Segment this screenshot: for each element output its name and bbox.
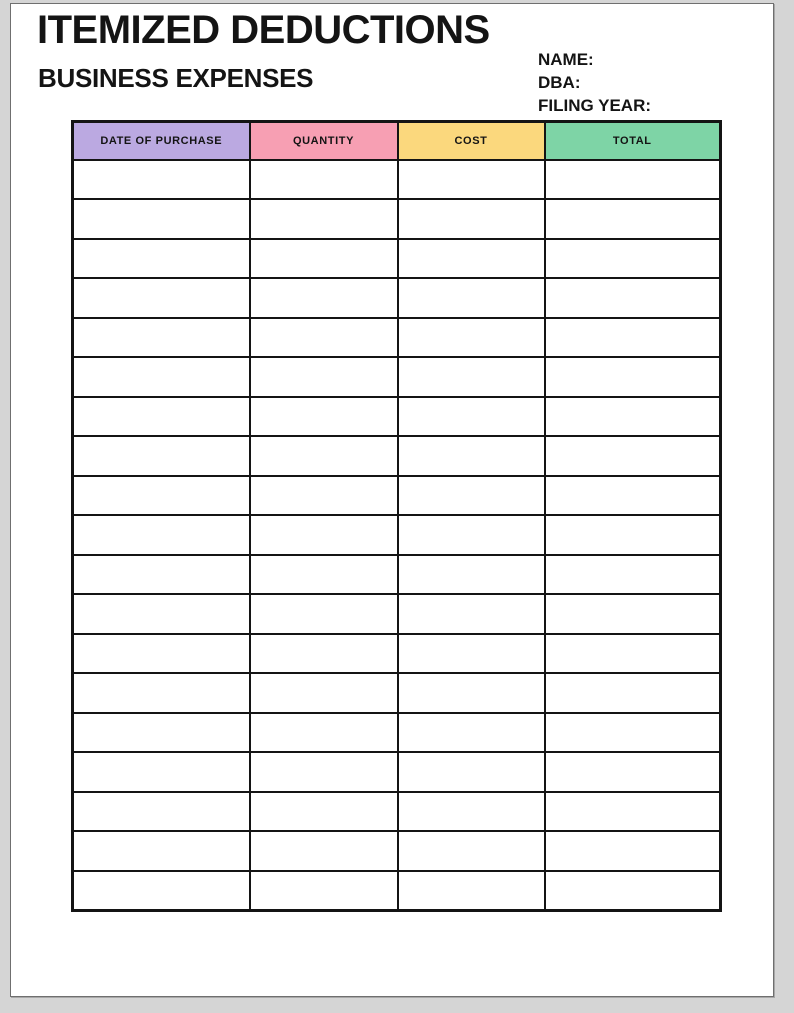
table-row [73, 792, 721, 832]
table-cell [73, 713, 250, 753]
table-cell [398, 357, 545, 397]
worksheet-page [10, 3, 774, 997]
table-row [73, 831, 721, 871]
table-cell [398, 515, 545, 555]
table-cell [545, 792, 721, 832]
table-row [73, 871, 721, 911]
table-cell [250, 752, 398, 792]
table-cell [545, 357, 721, 397]
table-cell [398, 397, 545, 437]
table-cell [73, 278, 250, 318]
table-cell [73, 792, 250, 832]
table-row [73, 476, 721, 516]
table-row [73, 357, 721, 397]
table-cell [545, 397, 721, 437]
dba-label: DBA: [538, 73, 581, 92]
table-row [73, 555, 721, 595]
table-cell [398, 792, 545, 832]
table-cell [73, 594, 250, 634]
table-cell [73, 357, 250, 397]
table-row [73, 752, 721, 792]
table-cell [73, 160, 250, 200]
table-cell [250, 792, 398, 832]
table-row [73, 278, 721, 318]
table-cell [398, 752, 545, 792]
table-cell [73, 199, 250, 239]
table-cell [250, 318, 398, 358]
table-cell [250, 476, 398, 516]
table-row [73, 239, 721, 279]
page-title: ITEMIZED DEDUCTIONS [37, 8, 490, 52]
table-cell [545, 239, 721, 279]
table-cell [250, 199, 398, 239]
table-cell [545, 436, 721, 476]
table-cell [545, 713, 721, 753]
table-cell [398, 160, 545, 200]
name-label: NAME: [538, 50, 594, 69]
table-cell [398, 713, 545, 753]
table-cell [398, 673, 545, 713]
table-cell [398, 594, 545, 634]
column-header-cost: COST [398, 122, 545, 160]
table-cell [250, 515, 398, 555]
table-cell [73, 555, 250, 595]
table-cell [398, 199, 545, 239]
table-cell [398, 871, 545, 911]
table-cell [398, 555, 545, 595]
table-cell [250, 278, 398, 318]
table-row [73, 673, 721, 713]
table-cell [545, 515, 721, 555]
table-cell [398, 239, 545, 279]
table-header-row [73, 122, 721, 160]
column-header-date-of-purchase: DATE OF PURCHASE [73, 122, 250, 160]
table-cell [250, 436, 398, 476]
info-block [538, 48, 651, 117]
table-cell [73, 436, 250, 476]
table-cell [73, 397, 250, 437]
table-row [73, 515, 721, 555]
table-cell [250, 634, 398, 674]
table-cell [250, 239, 398, 279]
table-cell [73, 752, 250, 792]
table-row [73, 199, 721, 239]
table-cell [73, 515, 250, 555]
table-cell [73, 831, 250, 871]
column-header-total: TOTAL [545, 122, 721, 160]
table-cell [398, 831, 545, 871]
table-cell [545, 555, 721, 595]
table-row [73, 634, 721, 674]
table-row [73, 436, 721, 476]
table-cell [73, 673, 250, 713]
table-cell [250, 713, 398, 753]
table-cell [398, 436, 545, 476]
table-cell [545, 871, 721, 911]
table-cell [545, 278, 721, 318]
table-cell [545, 752, 721, 792]
table-cell [398, 278, 545, 318]
table-cell [250, 397, 398, 437]
table-cell [250, 871, 398, 911]
expenses-table [71, 120, 722, 912]
table-cell [250, 594, 398, 634]
table-cell [545, 634, 721, 674]
table-cell [545, 831, 721, 871]
table-cell [73, 239, 250, 279]
column-header-quantity: QUANTITY [250, 122, 398, 160]
page-subtitle: BUSINESS EXPENSES [38, 63, 314, 93]
table-cell [398, 634, 545, 674]
table-cell [73, 871, 250, 911]
table-cell [250, 160, 398, 200]
table-row [73, 160, 721, 200]
table-cell [398, 476, 545, 516]
table-cell [250, 555, 398, 595]
table-cell [250, 357, 398, 397]
table-cell [73, 476, 250, 516]
table-cell [398, 318, 545, 358]
table-row [73, 713, 721, 753]
table-cell [250, 831, 398, 871]
table-cell [73, 318, 250, 358]
table-cell [73, 634, 250, 674]
table-cell [545, 476, 721, 516]
table-row [73, 397, 721, 437]
table-row [73, 318, 721, 358]
table-cell [545, 594, 721, 634]
table-cell [250, 673, 398, 713]
filing-year-label: FILING YEAR: [538, 96, 652, 115]
table-cell [545, 318, 721, 358]
table-row [73, 594, 721, 634]
table-cell [545, 160, 721, 200]
table-cell [545, 673, 721, 713]
table-cell [545, 199, 721, 239]
